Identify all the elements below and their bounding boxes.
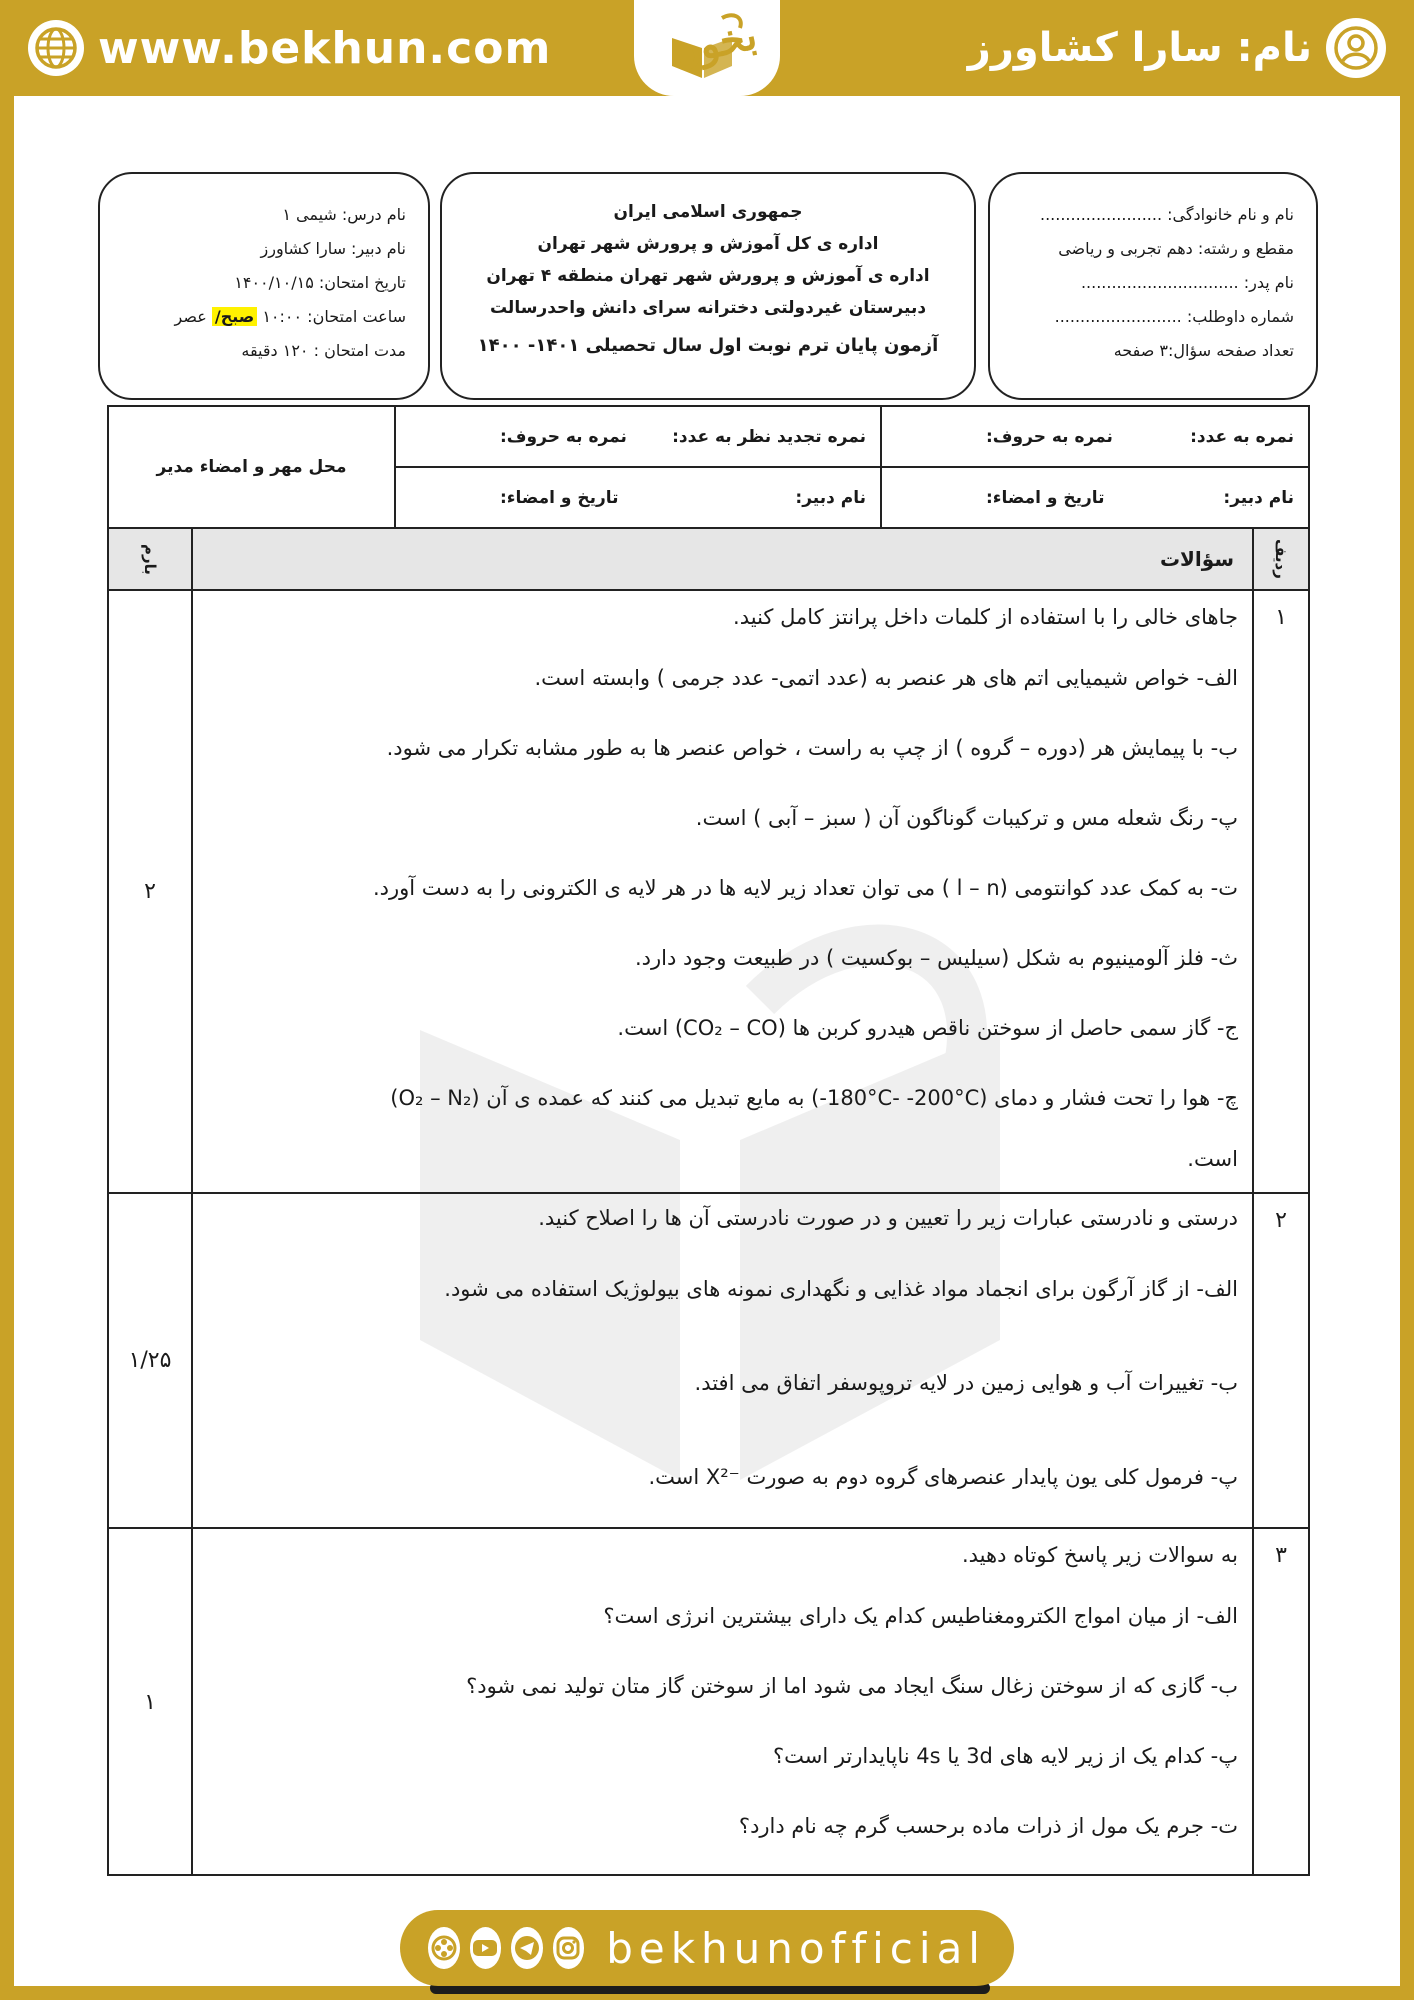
- school-name: دبیرستان غیردولتی دخترانه سرای دانش واحدرسالت: [489, 298, 927, 318]
- question-number: ۲: [1252, 1194, 1308, 1527]
- country-title: جمهوری اسلامی ایران: [613, 202, 803, 222]
- question-item: ت- به کمک عدد کوانتومی (l – n ) می توان تعداد زیر لایه ها در هر لایه ی الکترونی را به دست آورد.: [372, 876, 1238, 900]
- exam-date: تاریخ امتحان: ۱۴۰۰/۱۰/۱۵: [234, 273, 406, 292]
- revised-row-teacher: [396, 466, 880, 527]
- date-sign-label-2[interactable]: تاریخ و امضاء:: [500, 487, 619, 508]
- question-item: الف- از میان امواج الکترومغناطیس کدام یک دارای بیشترین انرژی است؟: [603, 1604, 1238, 1628]
- student-name: نام: سارا کشاورز: [967, 25, 1312, 71]
- teacher-name-label[interactable]: نام دبیر:: [1223, 487, 1294, 508]
- grade-row-scores: [882, 407, 1308, 466]
- revised-row-scores: [396, 407, 880, 466]
- grade-table: [107, 405, 1310, 529]
- question-item: الف- از گاز آرگون برای انجماد مواد غذایی و نگهداری نمونه های بیولوژیک استفاده می شود.: [444, 1277, 1238, 1301]
- question-item: پ- کدام یک از زیر لایه های 3d یا 4s ناپایدارتر است؟: [772, 1744, 1238, 1768]
- website-url: www.bekhun.com: [98, 22, 552, 74]
- question-score: ۱: [144, 1690, 156, 1715]
- question-item: ب- تغییرات آب و هوایی زمین در لایه تروپوسفر اتفاق می افتد.: [694, 1371, 1238, 1395]
- student-name-block: [968, 18, 1386, 78]
- score-number-label[interactable]: نمره به عدد:: [1190, 426, 1294, 447]
- questions-header: [109, 529, 1308, 591]
- teacher-name: نام دبیر: سارا کشاورز: [260, 239, 406, 258]
- youtube-icon[interactable]: [470, 1927, 502, 1969]
- question-item: پ- فرمول کلی یون پایدار عنصرهای گروه دوم به صورت ‎X²⁻‎ است.: [648, 1465, 1238, 1489]
- date-sign-label[interactable]: تاریخ و امضاء:: [986, 487, 1105, 508]
- office-district: اداره ی آموزش و پرورش شهر تهران منطقه ۴ تهران: [486, 266, 930, 286]
- exam-title: آزمون پایان ترم نوبت اول سال تحصیلی ۱۴۰۱- ۱۴۰۰: [477, 335, 939, 356]
- logo: [634, 0, 780, 96]
- revised-letters-label[interactable]: نمره به حروف:: [500, 426, 627, 447]
- telegram-icon[interactable]: [511, 1927, 543, 1969]
- grade-cell-original: [880, 407, 1308, 527]
- question-score: ۲: [144, 879, 156, 904]
- question-number: ۳: [1252, 1529, 1308, 1876]
- exam-time: [122, 300, 406, 334]
- questions-table: [107, 529, 1310, 1876]
- website-link[interactable]: [28, 20, 551, 76]
- question-number: ۱: [1252, 591, 1308, 1192]
- question-item: چ- هوا را تحت فشار و دمای (‎-180°C- -200°C‎) به مایع تبدیل می کنند که عمده ی آن (O₂ – N₂): [390, 1086, 1238, 1110]
- question-prompt: درستی و نادرستی عبارات زیر را تعیین و در صورت نادرستی آن ها را اصلاح کنید.: [538, 1206, 1238, 1230]
- student-info-box: [988, 172, 1318, 400]
- exam-time-label: ساعت امتحان: ۱۰:۰۰: [262, 307, 406, 326]
- candidate-number-field[interactable]: شماره داوطلب: .........................: [1054, 307, 1294, 326]
- social-bar: [400, 1910, 1014, 1986]
- question-item: ب- با پیمایش هر (دوره – گروه ) از چپ به راست ، خواص عنصر ها به طور مشابه تکرار می شود.: [386, 736, 1238, 760]
- exam-duration: مدت امتحان : ۱۲۰ دقیقه: [241, 341, 406, 360]
- page-count: تعداد صفحه سؤال:۳ صفحه: [1113, 341, 1294, 360]
- exam-info-box: [98, 172, 430, 400]
- question-row: [109, 591, 1308, 1192]
- student-name-field[interactable]: نام و نام خانوادگی: ........................: [1040, 205, 1294, 224]
- col-row-number: ردیف: [1252, 529, 1308, 589]
- grade-cell-revised: [394, 407, 880, 527]
- social-handle[interactable]: bekhunofficial: [606, 1923, 986, 1973]
- col-score: بارم: [141, 543, 159, 575]
- question-row: [109, 1527, 1308, 1876]
- instagram-icon[interactable]: [553, 1927, 585, 1969]
- logo-wordmark: بخون: [666, 11, 761, 76]
- score-letters-label[interactable]: نمره به حروف:: [986, 426, 1113, 447]
- exam-time-suffix: عصر: [174, 307, 207, 326]
- question-item: ب- گازی که از سوختن زغال سنگ ایجاد می شود اما از سوختن گاز متان تولید نمی شود؟: [466, 1674, 1238, 1698]
- question-body: [191, 591, 1252, 1192]
- course-name: نام درس: شیمی ۱: [282, 205, 406, 224]
- office-general: اداره ی کل آموزش و پرورش شهر تهران: [537, 234, 879, 254]
- father-name-field[interactable]: نام پدر: ...............................: [1080, 273, 1294, 292]
- question-score: ۱/۲۵: [128, 1348, 172, 1373]
- question-body: [191, 1194, 1252, 1527]
- user-icon: [1326, 18, 1386, 78]
- question-item-continued: است.: [1187, 1147, 1238, 1171]
- question-body: [191, 1529, 1252, 1876]
- question-prompt: به سوالات زیر پاسخ کوتاه دهید.: [961, 1543, 1238, 1567]
- principal-stamp-cell: [109, 407, 394, 527]
- exam-time-highlight: صبح/: [212, 307, 257, 326]
- question-item: الف- خواص شیمیایی اتم های هر عنصر به (عدد اتمی- عدد جرمی ) وابسته است.: [534, 666, 1238, 690]
- question-item: ت- جرم یک مول از ذرات ماده برحسب گرم چه نام دارد؟: [738, 1814, 1238, 1838]
- revised-number-label[interactable]: نمره تجدید نظر به عدد:: [672, 426, 866, 447]
- question-item: ج- گاز سمی حاصل از سوختن ناقص هیدرو کربن ها (CO₂ – CO) است.: [617, 1016, 1238, 1040]
- grade-field: مقطع و رشته: دهم تجربی و ریاضی: [1058, 239, 1294, 258]
- aparat-icon[interactable]: [428, 1927, 460, 1969]
- question-prompt: جاهای خالی را با استفاده از کلمات داخل پرانتز کامل کنید.: [733, 605, 1238, 629]
- col-questions: سؤالات: [191, 529, 1252, 589]
- school-info-box: [440, 172, 976, 400]
- globe-icon: [28, 20, 84, 76]
- teacher-name-label-2[interactable]: نام دبیر:: [795, 487, 866, 508]
- question-item: ث- فلز آلومینیوم به شکل (سیلیس – بوکسیت ) در طبیعت وجود دارد.: [635, 946, 1238, 970]
- question-row: [109, 1192, 1308, 1527]
- question-item: پ- رنگ شعله مس و ترکیبات گوناگون آن ( سبز – آبی ) است.: [695, 806, 1238, 830]
- grade-row-teacher: [882, 466, 1308, 527]
- principal-stamp-label: محل مهر و امضاء مدیر: [156, 457, 347, 477]
